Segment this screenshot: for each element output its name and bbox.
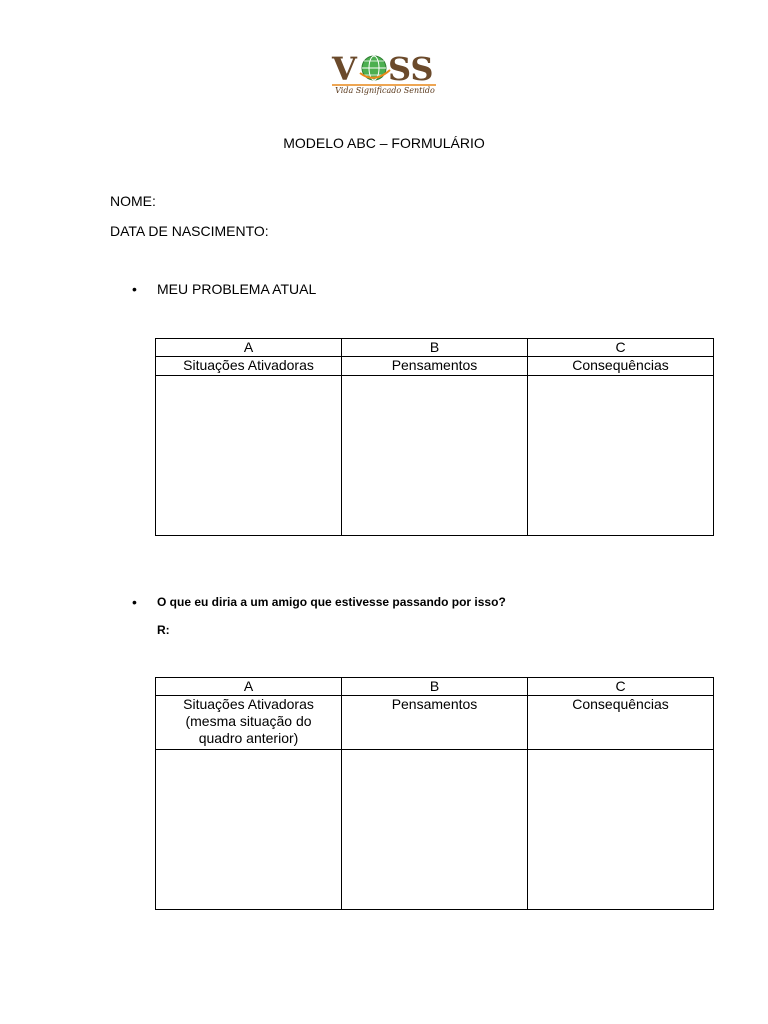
answer-cell-b[interactable] (342, 376, 528, 536)
column-letter-a: A (156, 678, 342, 696)
column-header-pensamentos: Pensamentos (342, 357, 528, 376)
svg-text:V: V (332, 50, 357, 88)
section1-heading: MEU PROBLEMA ATUAL (157, 281, 317, 297)
answer-cell-b[interactable] (342, 750, 528, 910)
column-letter-a: A (156, 339, 342, 357)
column-letter-c: C (528, 678, 714, 696)
column-letter-c: C (528, 339, 714, 357)
logo-tagline: Vida Significado Sentido (335, 86, 435, 95)
bullet-icon: • (132, 281, 137, 297)
svg-text:SS: SS (388, 50, 434, 88)
page-title: MODELO ABC – FORMULÁRIO (283, 135, 485, 151)
column-letter-b: B (342, 678, 528, 696)
answer-cell-a[interactable] (156, 750, 342, 910)
table-letter-row (156, 339, 714, 357)
column-header-pensamentos: Pensamentos (342, 696, 528, 750)
answer-cell-c[interactable] (528, 750, 714, 910)
column-header-consequencias: Consequências (528, 696, 714, 750)
table-answer-row (156, 750, 714, 910)
table-answer-row (156, 376, 714, 536)
column-letter-b: B (342, 339, 528, 357)
table-letter-row (156, 678, 714, 696)
voss-logo-mark (330, 50, 438, 90)
answer-cell-c[interactable] (528, 376, 714, 536)
answer-cell-a[interactable] (156, 376, 342, 536)
section2-question: O que eu diria a um amigo que estivesse passando por isso? (157, 595, 506, 609)
name-label: NOME: (110, 193, 156, 209)
bullet-icon: • (132, 594, 137, 610)
column-header-situacoes: Situações Ativadoras (mesma situação do quadro anterior) (156, 696, 342, 750)
voss-logo (330, 50, 438, 102)
table-header-row (156, 696, 714, 750)
column-header-consequencias: Consequências (528, 357, 714, 376)
birth-date-label: DATA DE NASCIMENTO: (110, 223, 269, 239)
abc-table-2 (155, 677, 714, 910)
column-header-situacoes: Situações Ativadoras (156, 357, 342, 376)
abc-table-1 (155, 338, 714, 536)
globe-icon (360, 56, 390, 80)
answer-label: R: (157, 623, 170, 637)
table-header-row (156, 357, 714, 376)
